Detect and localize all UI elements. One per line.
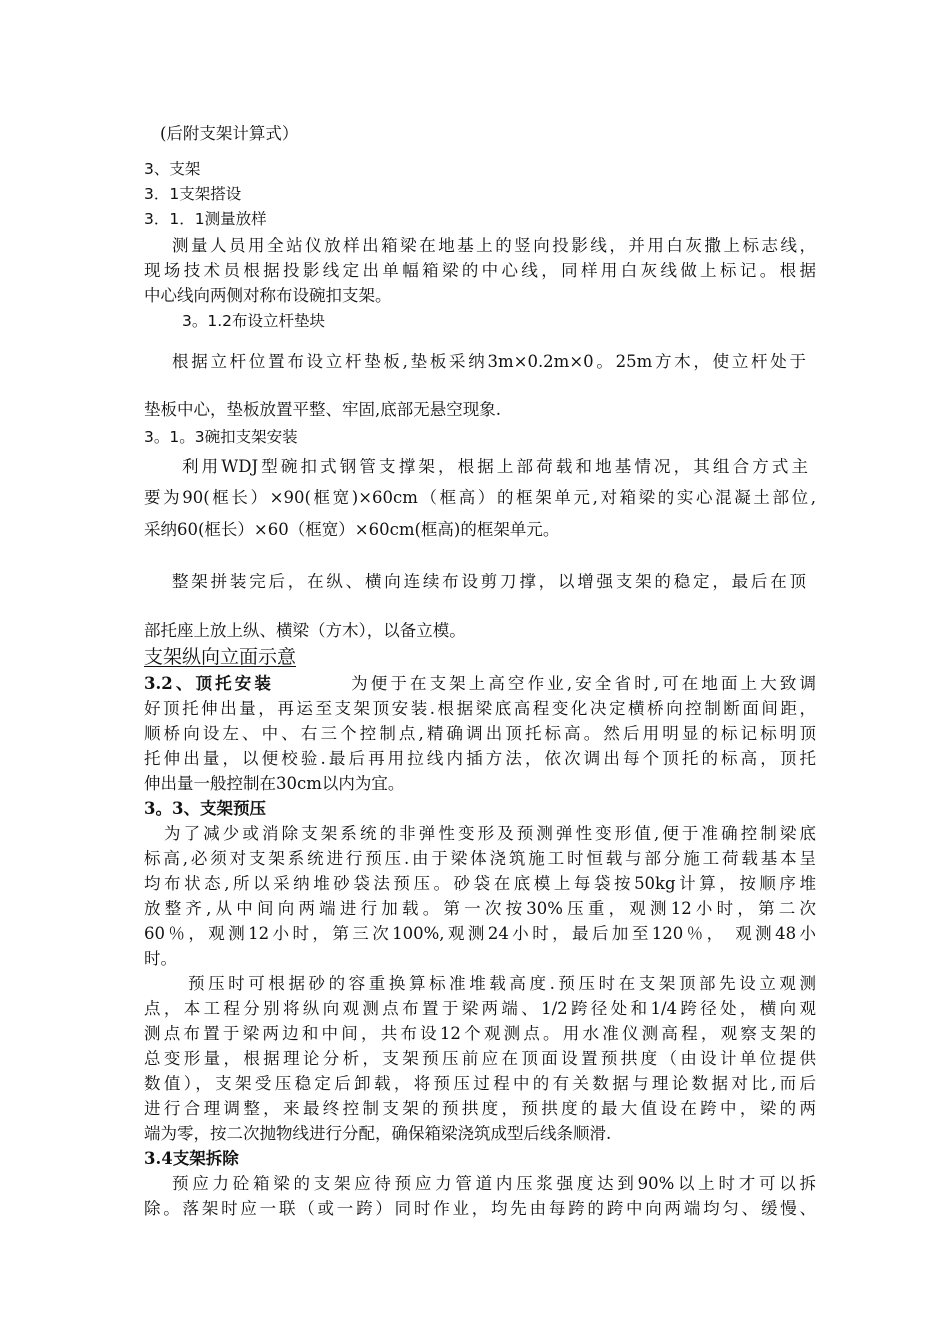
paragraph-line: 托伸出量，以便校验.最后再用拉线内插方法，依次调出每个顶托的标高，顶托: [144, 749, 816, 768]
paragraph-line: 好顶托伸出量，再运至支架顶安装.根据梁底高程变化决定横桥向控制断面间距，: [144, 699, 816, 718]
section-heading: 3。3、支架预压: [144, 799, 266, 818]
paragraph-line: 现场技术员根据投影线定出单幅箱梁的中心线，同样用白灰线做上标记。根据: [144, 261, 816, 280]
paragraph-line: 60％，观测12小时，第三次100%,观测24小时，最后加至120％， 观测48小: [144, 924, 816, 943]
paragraph-line: 伸出量一般控制在30cm以内为宜。: [144, 774, 405, 793]
paragraph-line: 点，本工程分别将纵向观测点布置于梁两端、1/2跨径处和1/4跨径处，横向观: [144, 999, 816, 1018]
paragraph-line: 测点布置于梁两边和中间，共布设12个观测点。用水准仪测高程，观察支架的: [144, 1024, 816, 1043]
paragraph-line: 总变形量，根据理论分析，支架预压前应在顶面设置预拱度（由设计单位提供: [144, 1049, 816, 1068]
section-heading: 3。1。3碗扣支架安装: [144, 428, 298, 446]
paragraph-line: 预应力砼箱梁的支架应待预应力管道内压浆强度达到90%以上时才可以拆: [172, 1174, 816, 1193]
paragraph-text: 为便于在支架上高空作业,安全省时,可在地面上大致调: [347, 674, 816, 693]
paragraph-line: 端为零，按二次抛物线进行分配，确保箱梁浇筑成型后线条顺滑.: [144, 1124, 612, 1143]
paragraph-line: 时。: [144, 949, 177, 968]
paragraph-line: 进行合理调整，来最终控制支架的预拱度，预拱度的最大值设在跨中，梁的两: [144, 1099, 816, 1118]
paragraph-line: 整架拼装完后，在纵、横向连续布设剪刀撑，以增强支架的稳定，最后在顶: [172, 572, 806, 591]
section-heading: 3、支架: [144, 160, 201, 178]
paragraph-line: 部托座上放上纵、横梁（方木），以备立模。: [144, 621, 466, 640]
paragraph-line: 采纳60(框长）×60（框宽）×60cm(框高)的框架单元。: [144, 520, 560, 539]
section-heading: 3．1支架搭设: [144, 185, 242, 203]
paragraph-line: 预压时可根据砂的容重换算标准堆载高度.预压时在支架顶部先设立观测: [188, 974, 816, 993]
paragraph-line: 数值），支架受压稳定后卸载，将预压过程中的有关数据与理论数据对比,而后: [144, 1074, 816, 1093]
paragraph-line: [144, 673, 816, 695]
paragraph-line: 垫板中心，垫板放置平整、牢固,底部无悬空现象.: [144, 400, 501, 419]
figure-caption: 支架纵向立面示意: [144, 646, 297, 668]
paragraph-line: 根据立杆位置布设立杆垫板,垫板采纳3m×0.2m×0。25m方木，使立杆处于: [172, 352, 806, 371]
paragraph-line: 除。落架时应一联（或一跨）同时作业，均先由每跨的跨中向两端均匀、缓慢、: [144, 1199, 816, 1218]
appendix-note: (后附支架计算式）: [160, 124, 299, 143]
paragraph-line: 标高,必须对支架系统进行预压.由于梁体浇筑施工时恒载与部分施工荷载基本呈: [144, 849, 816, 868]
section-heading: 3.4支架拆除: [144, 1149, 239, 1168]
paragraph-line: 要为90(框长）×90(框宽)×60cm（框高）的框架单元,对箱梁的实心混凝土部位,: [144, 488, 816, 507]
section-heading: 3。1.2布设立杆垫块: [182, 312, 326, 330]
paragraph-line: 利用WDJ型碗扣式钢管支撑架，根据上部荷载和地基情况，其组合方式主: [182, 457, 808, 476]
paragraph-line: 为了减少或消除支架系统的非弹性变形及预测弹性变形值,便于准确控制梁底: [164, 824, 816, 843]
section-heading: 3.2、顶托安装: [144, 674, 274, 693]
paragraph-line: 放整齐,从中间向两端进行加载。第一次按30%压重，观测12小时，第二次: [144, 899, 816, 918]
paragraph-line: 顺桥向设左、中、右三个控制点,精确调出顶托标高。然后用明显的标记标明顶: [144, 724, 816, 743]
section-heading: 3．1．1测量放样: [144, 210, 267, 228]
paragraph-line: 均布状态,所以采纳堆砂袋法预压。砂袋在底模上每袋按50kg计算，按顺序堆: [144, 874, 816, 893]
paragraph-line: 测量人员用全站仪放样出箱梁在地基上的竖向投影线，并用白灰撒上标志线，: [172, 236, 816, 255]
paragraph-line: 中心线向两侧对称布设碗扣支架。: [144, 286, 392, 305]
